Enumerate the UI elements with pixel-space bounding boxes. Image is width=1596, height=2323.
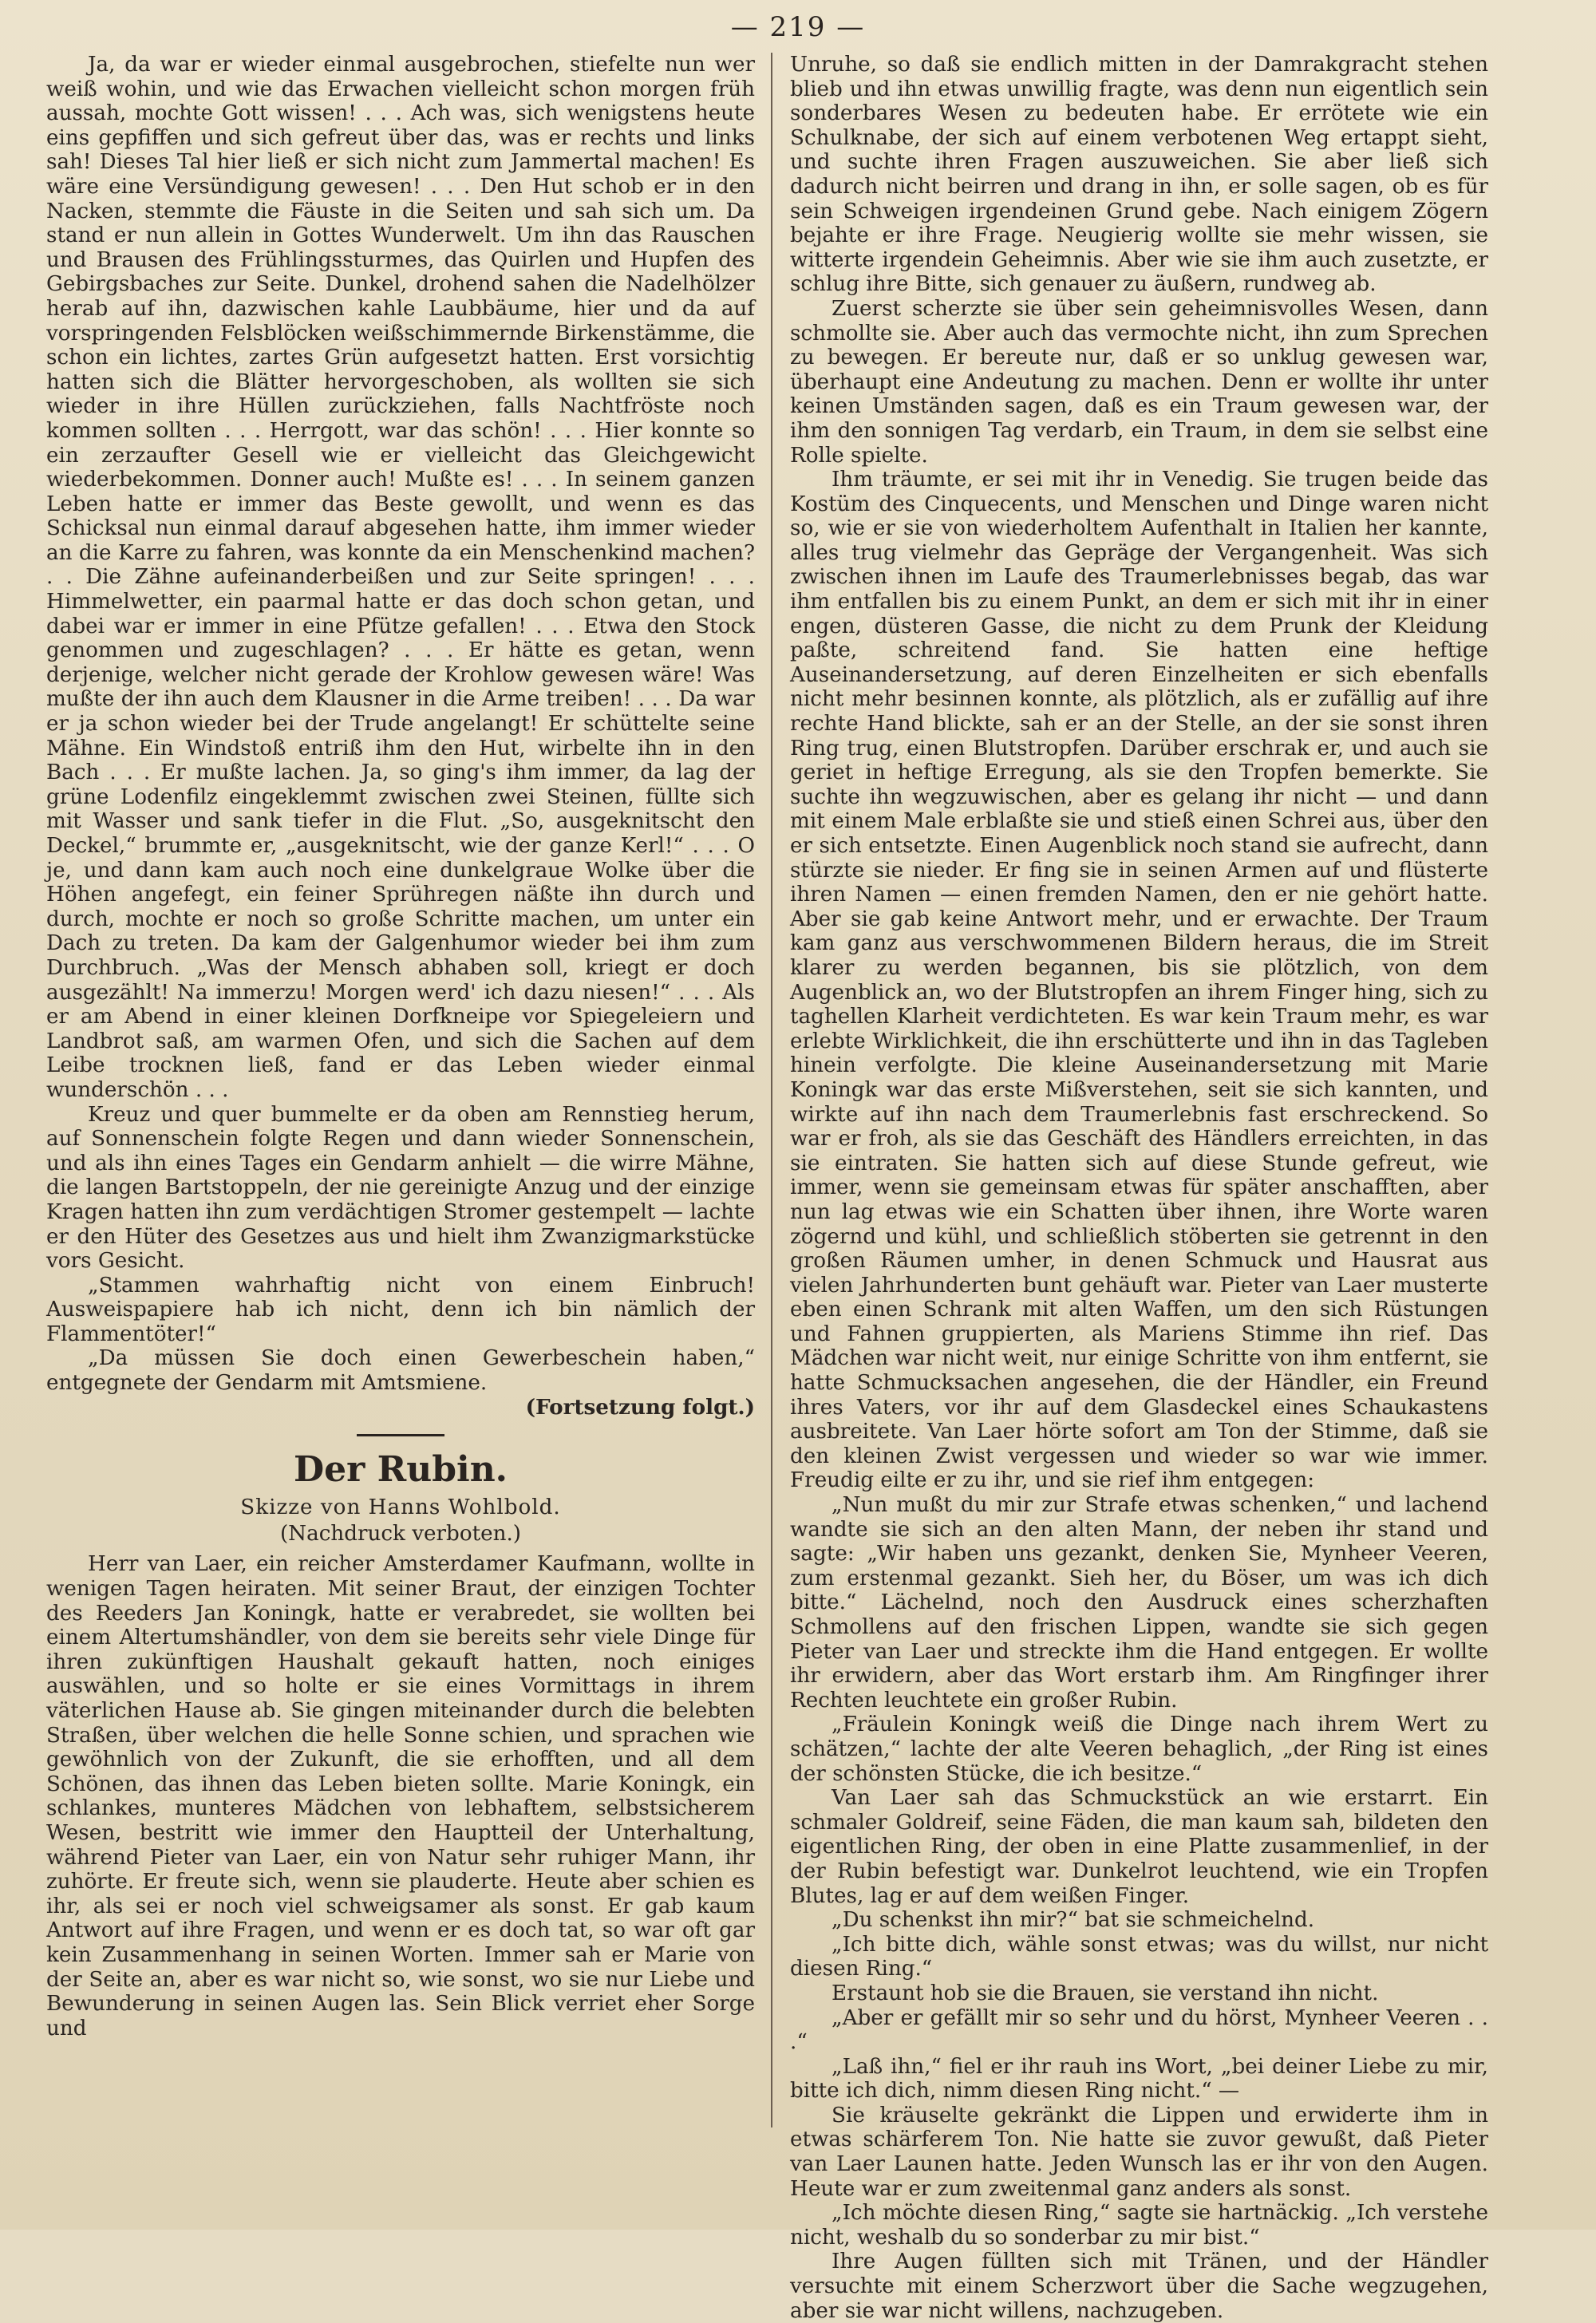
story-paragraph: Van Laer sah das Schmuckstück an wie erstarrt. Ein schmaler Goldreif, seine Fäden, die man kaum sah, bildeten den eigentlichen Ring, der oben in eine Platte zusammenlief, in der der Rubin befestigt war. Dunkelrot leuchtend, wie ein Tropfen Blutes, lag er auf dem weißen Finger. <box>790 1786 1488 1908</box>
reprint-note: (Nachdruck verboten.) <box>279 1521 522 1546</box>
left-column <box>46 53 755 2041</box>
right-column <box>790 53 1488 2323</box>
story-paragraph: „Ich möchte diesen Ring,“ sagte sie hartnäckig. „Ich verstehe nicht, weshalb du so sonderbar zu mir bist.“ <box>790 2201 1488 2250</box>
story-paragraph: „Du schenkst ihn mir?“ bat sie schmeichelnd. <box>832 1908 1315 1933</box>
story-paragraph: „Ich bitte dich, wähle sonst etwas; was du willst, nur nicht diesen Ring.“ <box>790 1932 1488 1981</box>
story-subtitle: Skizze von Hanns Wohlbold. <box>240 1495 561 1520</box>
page-number: — 219 — <box>730 11 866 43</box>
story-paragraph: Unruhe, so daß sie endlich mitten in der Damrakgracht stehen blieb und ihn etwas unwillig fragte, was denn nun eigentlich sein sonderbares Wesen zu bedeuten habe. Er errötete wie ein Schulknabe, der sich auf einem verbotenen Weg ertappt sieht, und suchte ihren Fragen auszuweichen. Sie aber ließ sich dadurch nicht beirren und drang in ihn, er solle sagen, ob es für sein Schweigen irgendeinen Grund gebe. Nach einigem Zögern bejahte er ihre Frage. Neugierig wollte sie mehr wissen, sie witterte irgendein Geheimnis. Aber wie sie ihm auch zusetzte, er schlug ihre Bitte, sich genauer zu äußern, rundweg ab. <box>790 53 1488 297</box>
story-paragraph: Ihm träumte, er sei mit ihr in Venedig. Sie trugen beide das Kostüm des Cinquecents, und Menschen und Dinge waren nicht so, wie er sie von wiederholtem Aufenthalt in Italien her kannte, alles trug vielmehr das Gepräge der Vergangenheit. Was sich zwischen ihnen im Laufe des Traumerlebnisses begab, das war ihm entfallen bis zu einem Punkt, an dem er sich mit ihr in einer engen, düsteren Gasse, die nicht zu dem Prunk der Kleidung paßte, schreitend fand. Sie hatten eine heftige Auseinandersetzung, auf deren Einzelheiten er sich ebenfalls nicht mehr besinnen konnte, als plötzlich, als er zufällig auf ihre rechte Hand blickte, sah er an der Stelle, an der sie sonst ihren Ring trug, einen Blutstropfen. Darüber erschrak er, und auch sie geriet in heftige Erregung, als sie den Tropfen bemerkte. Sie suchte ihn wegzuwischen, aber es gelang ihr nicht — und dann mit einem Male erblaßte sie und stieß einen Schrei aus, über den er sich entsetzte. Einen Augenblick noch stand sie aufrecht, dann stürzte sie nieder. Er fing sie in seinen Armen auf und flüsterte ihren Namen — einen fremden Namen, den er nie gehört hatte. Aber sie gab keine Antwort mehr, und er erwachte. Der Traum kam ganz aus verschwommenen Bildern heraus, die im Streit klarer zu werden begannen, bis sie plötzlich, von dem Augenblick an, wo der Blutstropfen an ihrem Finger hing, sich zu taghellen Klarheit verdichteten. Es war kein Traum mehr, es war erlebte Wirklichkeit, die ihn erschütterte und ihn in das Tagleben hinein verfolgte. Die kleine Auseinandersetzung mit Marie Koningk war das erste Mißverstehen, seit sie sich kannten, und wirkte auf ihn nach dem Traumerlebnis fast erschreckend. So war er froh, als sie das Geschäft des Händlers erreichten, in das sie eintraten. Sie hatten sich auf diese Stunde gefreut, wie immer, wenn sie gemeinsam etwas für später anschafften, aber nun lag etwas wie ein Schatten über ihnen, ihre Worte waren zögernd und kühl, und schließlich stöberten sie getrennt in den großen Räumen umher, in denen Schmuck und Hausrat aus vielen Jahrhunderten bunt gehäuft war. Pieter van Laer musterte eben einen Schrank mit alten Waffen, um den sich Rüstungen und Fahnen gruppierten, als Mariens Stimme ihn rief. Das Mädchen war nicht weit, nur einige Schritte von ihm entfernt, sie hatte Schmucksachen angesehen, die der Händler, ein Freund ihres Vaters, vor ihr auf dem Glasdeckel eines Schaukastens ausbreitete. Van Laer hörte sofort am Ton der Stimme, daß sie den kleinen Zwist vergessen und wieder so war wie immer. Freudig eilte er zu ihr, und sie rief ihm entgegen: <box>790 468 1488 1493</box>
story-paragraph: „Nun mußt du mir zur Strafe etwas schenken,“ und lachend wandte sie sich an den alten Mann, der neben ihr stand und sagte: „Wir haben uns gezankt, denken Sie, Mynheer Veeren, zum erstenmal gezankt. Sieh her, du Böser, um was ich dich bitte.“ Lächelnd, noch den Ausdruck eines scherzhaften Schmollens auf den frischen Lippen, wandte sie sich gegen Pieter van Laer und streckte ihm die Hand entgegen. Er wollte ihr erwidern, aber das Wort erstarb ihm. Am Ringfinger ihrer Rechten leuchtete ein großer Rubin. <box>790 1493 1488 1713</box>
story-title: Der Rubin. <box>294 1449 508 1491</box>
serial-paragraph: „Da müssen Sie doch einen Gewerbeschein haben,“ entgegnete der Gendarm mit Amtsmiene. <box>46 1346 755 1396</box>
story-paragraph: Zuerst scherzte sie über sein geheimnisvolles Wesen, dann schmollte sie. Aber auch das vermochte nicht, ihn zum Sprechen zu bewegen. Er bereute nur, daß er so unklug gewesen war, überhaupt eine Andeutung zu machen. Denn er wollte ihr unter keinen Umständen sagen, daß es ein Traum gewesen war, der ihm den sonnigen Tag verdarb, ein Traum, in dem sie selbst eine Rolle spielte. <box>790 296 1488 468</box>
story-paragraph: „Laß ihn,“ fiel er ihr rauh ins Wort, „bei deiner Liebe zu mir, bitte ich dich, nimm diesen Ring nicht.“ — <box>790 2054 1488 2104</box>
story-paragraph: Sie kräuselte gekränkt die Lippen und erwiderte ihm in etwas schärferem Ton. Nie hatte sie zuvor gewußt, daß Pieter van Laer Launen hatte. Jeden Wunsch las er ihr von den Augen. Heute war er zum zweitenmal ganz anders als sonst. <box>790 2103 1488 2201</box>
story-paragraph: Herr van Laer, ein reicher Amsterdamer Kaufmann, wollte in wenigen Tagen heiraten. Mit seiner Braut, der einzigen Tochter des Reeders Jan Koningk, hatte er verabredet, sie wollten bei einem Altertumshändler, von dem sie bereits sehr viele Dinge für ihren zukünftigen Haushalt gekauft hatten, noch einiges auswählen, und so holte er sie eines Vormittags in ihrem väterlichen Hause ab. Sie gingen miteinander durch die belebten Straßen, über welchen die helle Sonne schien, und sprachen wie gewöhnlich von der Zukunft, die sie erhofften, und all dem Schönen, das ihnen das Leben bieten sollte. Marie Koningk, ein schlankes, munteres Mädchen von lebhaftem, selbstsicherem Wesen, bestritt wie immer den Hauptteil der Unterhaltung, während Pieter van Laer, ein von Natur sehr ruhiger Mann, ihr zuhörte. Er freute sich, wenn sie plauderte. Heute aber schien es ihr, als sei er noch viel schweigsamer als sonst. Er gab kaum Antwort auf ihre Fragen, und wenn er es doch tat, so war oft gar kein Zusammenhang in seinen Worten. Immer sah er Marie von der Seite an, aber es war nicht so, wie sonst, wo sie nur Liebe und Bewunderung in seinen Augen las. Sein Blick verriet eher Sorge und <box>46 1552 755 2041</box>
continuation-note: (Fortsetzung folgt.) <box>525 1394 755 1420</box>
section-divider <box>357 1434 444 1436</box>
serial-paragraph: Ja, da war er wieder einmal ausgebrochen, stiefelte nun wer weiß wohin, und wie das Erwachen vielleicht schon morgen früh aussah, mochte Gott wissen! . . . Ach was, sich wenigstens heute eins gepfiffen und sich gefreut über das, was er rechts und links sah! Dieses Tal hier ließ er sich nicht zum Jammertal machen! Es wäre eine Versündigung gewesen! . . . Den Hut schob er in den Nacken, stemmte die Fäuste in die Seiten und sah sich um. Da stand er nun allein in Gottes Wunderwelt. Um ihn das Rauschen und Brausen des Frühlingssturmes, das Quirlen und Hupfen des Gebirgsbaches zur Seite. Dunkel, drohend sahen die Nadelhölzer herab auf ihn, dazwischen kahle Laubbäume, hier und da auf vorspringenden Felsblöcken weißschimmernde Birkenstämme, die schon ein lichtes, zartes Grün aufgesetzt hatten. Erst vorsichtig hatten sich die Blätter hervorgeschoben, als wollten sie sich wieder in ihre Hüllen zurückziehen, falls Nachtfröste noch kommen sollten . . . Herrgott, war das schön! . . . Hier konnte so ein zerzaufter Gesell wie er vielleicht das Gleichgewicht wiederbekommen. Donner auch! Mußte es! . . . In seinem ganzen Leben hatte er immer das Beste gewollt, und wenn es das Schicksal nun einmal darauf abgesehen hatte, ihm immer wieder an die Karre zu fahren, was konnte da ein Menschenkind machen? . . Die Zähne aufeinanderbeißen und zur Seite springen! . . . Himmelwetter, ein paarmal hatte er das doch schon getan, und dabei war er immer in eine Pfütze gefallen! . . . Etwa den Stock genommen und zugeschlagen? . . . Er hätte es getan, wenn derjenige, welcher nicht gerade der Krohlow gewesen wäre! Was mußte der ihn auch dem Klausner in die Arme treiben! . . . Da war er ja schon wieder bei der Trude angelangt! Er schüttelte seine Mähne. Ein Windstoß entriß ihm den Hut, wirbelte ihn in den Bach . . . Er mußte lachen. Ja, so ging's ihm immer, da lag der grüne Lodenfilz eingeklemmt zwischen zwei Steinen, füllte sich mit Wasser und sank tiefer in die Flut. „So, ausgeknitscht den Deckel,“ brummte er, „ausgeknitscht, wie der ganze Kerl!“ . . . O je, und dann kam auch noch eine dunkelgraue Wolke über die Höhen angefegt, ein feiner Sprühregen näßte ihn durch und durch, mochte er noch so große Schritte machen, um unter ein Dach zu treten. Da kam der Galgenhumor wieder bei ihm zum Durchbruch. „Was der Mensch abhaben soll, kriegt er doch ausgezählt! Na immerzu! Morgen werd' ich dazu niesen!“ . . . Als er am Abend in einer kleinen Dorfkneipe vor Spiegeleiern und Landbrot saß, am warmen Ofen, und sich die Sachen auf dem Leibe trocknen ließ, fand er das Leben wieder einmal wunderschön . . . <box>46 53 755 1102</box>
story-paragraph: „Aber er gefällt mir so sehr und du hörst, Mynheer Veeren . . .“ <box>790 2005 1488 2055</box>
serial-paragraph: „Stammen wahrhaftig nicht von einem Einbruch! Ausweispapiere hab ich nicht, denn ich bin nämlich der Flammentöter!“ <box>46 1273 755 1346</box>
story-paragraph: „Fräulein Koningk weiß die Dinge nach ihrem Wert zu schätzen,“ lachte der alte Veeren behaglich, „der Ring ist eines der schönsten Stücke, die ich besitze.“ <box>790 1713 1488 1786</box>
story-paragraph: Erstaunt hob sie die Brauen, sie verstand ihn nicht. <box>832 1981 1379 2005</box>
story-paragraph: Ihre Augen füllten sich mit Tränen, und der Händler versuchte mit einem Scherzwort über die Sache wegzugehen, aber sie war nicht willens, nachzugeben. <box>790 2250 1488 2323</box>
column-rule <box>771 53 772 2127</box>
serial-paragraph: Kreuz und quer bummelte er da oben am Rennstieg herum, auf Sonnenschein folgte Regen und dann wieder Sonnenschein, und als ihn eines Tages ein Gendarm anhielt — die wirre Mähne, die langen Bartstoppeln, der nie gereinigte Anzug und der einzige Kragen hatten ihn zum verdächtigen Stromer gestempelt — lachte er den Hüter des Gesetzes aus und hielt ihm Zwanzigmarkstücke vors Gesicht. <box>46 1102 755 1274</box>
